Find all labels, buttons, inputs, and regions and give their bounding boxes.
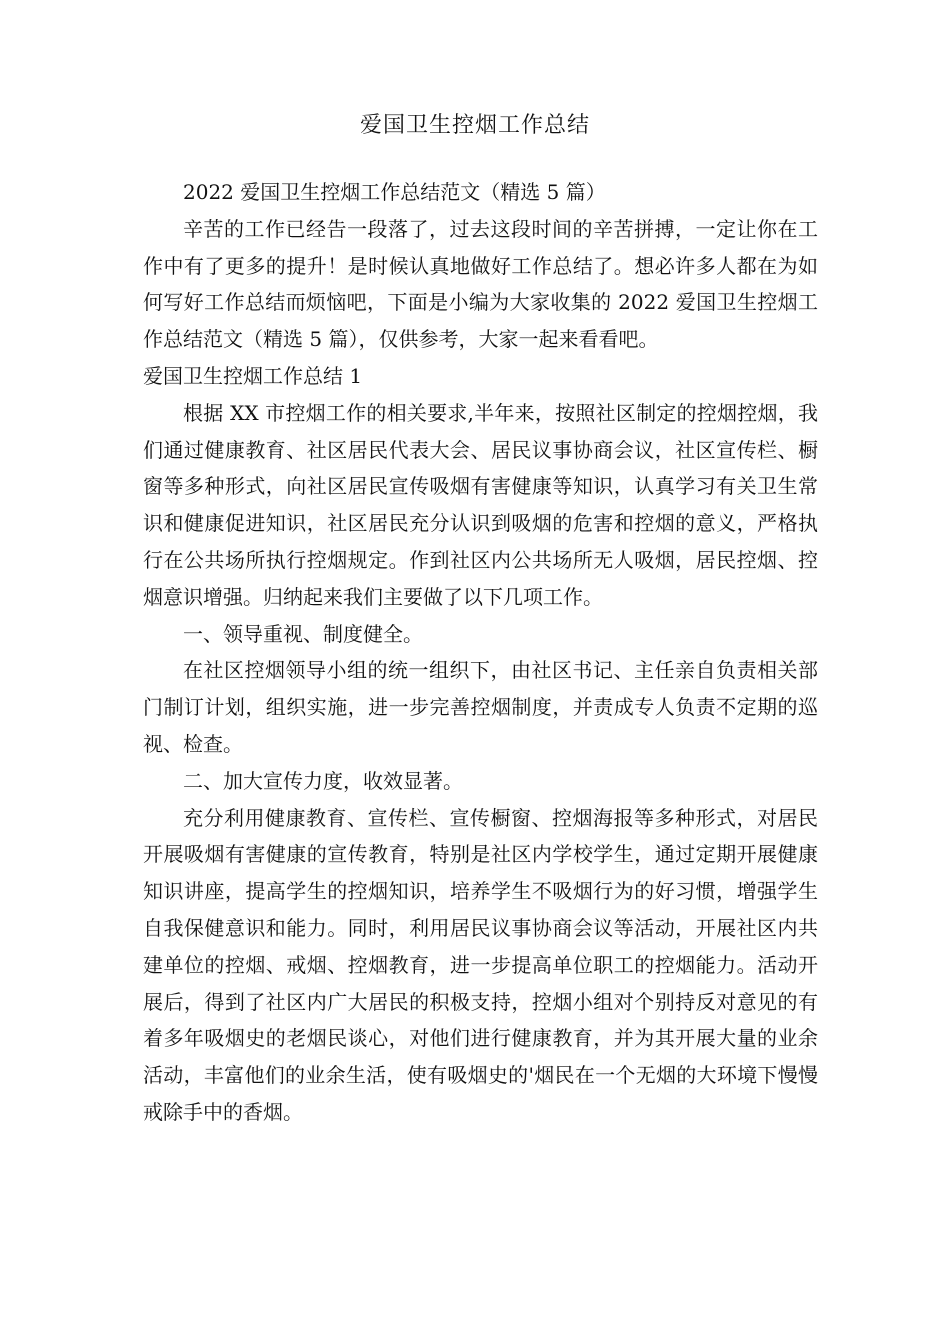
section-heading: 爱国卫生控烟工作总结 1 <box>143 363 363 388</box>
document-title: 爱国卫生控烟工作总结 <box>359 113 590 138</box>
body-paragraph: 在社区控烟领导小组的统一组织下，由社区书记、主任亲自负责相关部门制订计划，组织实施，进一步完善控烟制度，并责成专人负责不定期的巡视、检查。 <box>143 658 818 756</box>
subheading-paragraph: 二、加大宣传力度，收效显著。 <box>183 768 463 793</box>
body-paragraph: 根据 XX 市控烟工作的相关要求,半年来，按照社区制定的控烟控烟，我们通过健康教育、社区居民代表大会、居民议事协商会议，社区宣传栏、橱窗等多种形式，向社区居民宣传吸烟有害健康等知识，认真学习有关卫生常识和健康促进知识，社区居民充分认识到吸烟的危害和控烟的意义，严格执行在公共场所执行控烟规定。作到社区内公共场所无人吸烟，居民控烟、控烟意识增强。归纳起来我们主要做了以下几项工作。 <box>143 400 818 609</box>
subheading-paragraph: 一、领导重视、制度健全。 <box>183 621 423 646</box>
document-body <box>143 174 818 1131</box>
intro-paragraph: 辛苦的工作已经告一段落了，过去这段时间的辛苦拼搏，一定让你在工作中有了更多的提升！是时候认真地做好工作总结了。想必许多人都在为如何写好工作总结而烦恼吧，下面是小编为大家收集的 2022 爱国卫生控烟工作总结范文（精选 5 篇），仅供参考，大家一起来看看吧。 <box>143 216 818 352</box>
body-paragraph: 充分利用健康教育、宣传栏、宣传橱窗、控烟海报等多种形式，对居民开展吸烟有害健康的宣传教育，特别是社区内学校学生，通过定期开展健康知识讲座，提高学生的控烟知识，培养学生不吸烟行为的好习惯，增强学生自我保健意识和能力。同时，利用居民议事协商会议等活动，开展社区内共建单位的控烟、戒烟、控烟教育，进一步提高单位职工的控烟能力。活动开展后，得到了社区内广大居民的积极支持，控烟小组对个别持反对意见的有着多年吸烟史的老烟民谈心，对他们进行健康教育，并为其开展大量的业余活动，丰富他们的业余生活，使有吸烟史的'烟民在一个无烟的大环境下慢慢戒除手中的香烟。 <box>143 805 818 1124</box>
subtitle-paragraph: 2022 爱国卫生控烟工作总结范文（精选 5 篇） <box>183 180 606 204</box>
